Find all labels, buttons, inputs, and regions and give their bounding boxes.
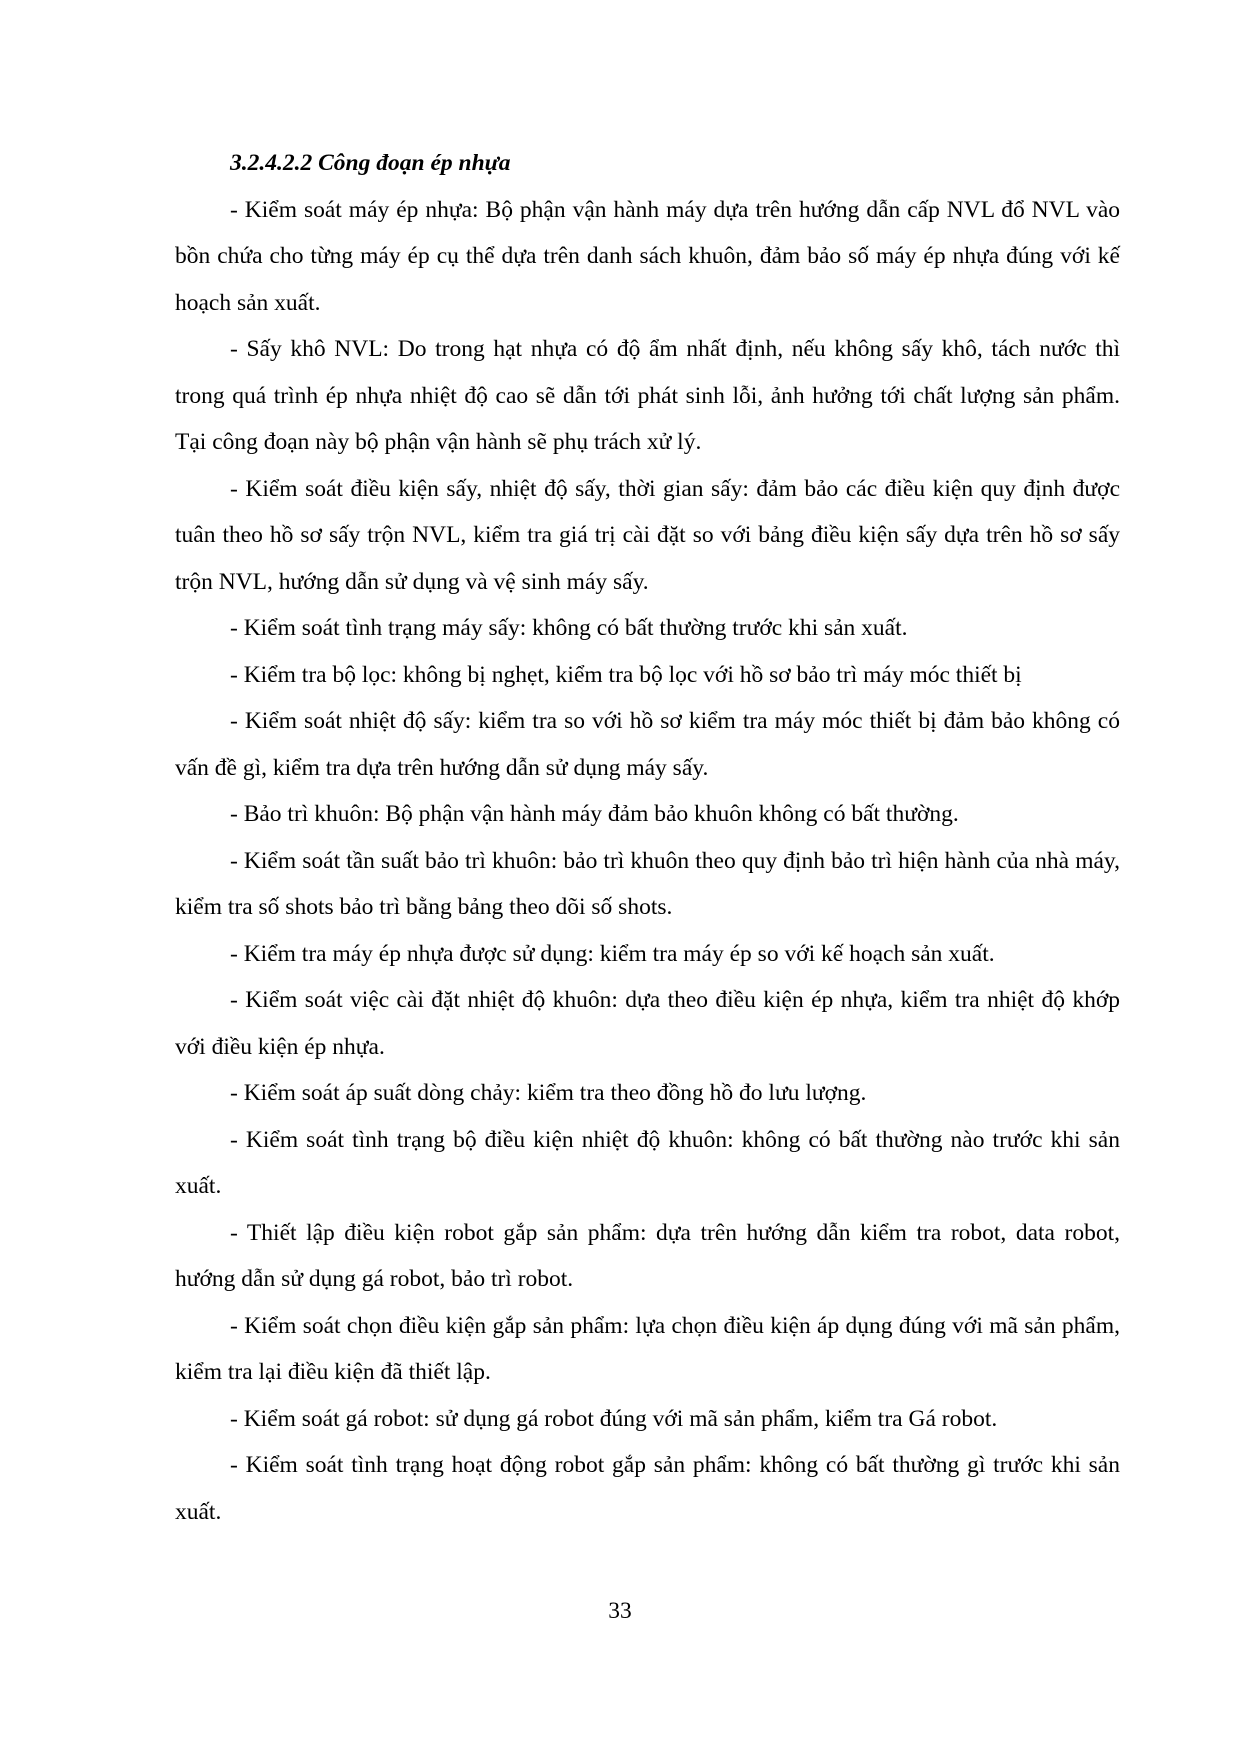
paragraph: - Kiểm soát áp suất dòng chảy: kiểm tra theo đồng hồ đo lưu lượng. [230, 1080, 867, 1106]
section-heading: 3.2.4.2.2 Công đoạn ép nhựa [230, 150, 511, 176]
paragraph: - Kiểm soát việc cài đặt nhiệt độ khuôn: dựa theo điều kiện ép nhựa, kiểm tra nhiệt độ khớp với điều kiện ép nhựa. [175, 987, 1120, 1060]
paragraph: - Kiểm soát tình trạng hoạt động robot gắp sản phẩm: không có bất thường gì trước khi sản xuất. [175, 1452, 1120, 1525]
paragraph: - Kiểm soát tình trạng bộ điều kiện nhiệt độ khuôn: không có bất thường nào trước khi sản xuất. [175, 1126, 1120, 1199]
page-number: 33 [608, 1598, 632, 1624]
paragraph: - Kiểm soát tần suất bảo trì khuôn: bảo trì khuôn theo quy định bảo trì hiện hành của nhà máy, kiểm tra số shots bảo trì bằng bảng theo dõi số shots. [175, 847, 1120, 920]
paragraph: - Sấy khô NVL: Do trong hạt nhựa có độ ẩm nhất định, nếu không sấy khô, tách nước thì trong quá trình ép nhựa nhiệt độ cao sẽ dẫn tới phát sinh lỗi, ảnh hưởng tới chất lượng sản phẩm. Tại công đoạn này bộ phận vận hành sẽ phụ trách xử lý. [175, 336, 1120, 455]
paragraph: - Kiểm soát máy ép nhựa: Bộ phận vận hành máy dựa trên hướng dẫn cấp NVL đổ NVL vào bồn chứa cho từng máy ép cụ thể dựa trên danh sách khuôn, đảm bảo số máy ép nhựa đúng với kế hoạch sản xuất. [175, 196, 1120, 316]
paragraph: - Bảo trì khuôn: Bộ phận vận hành máy đảm bảo khuôn không có bất thường. [230, 801, 959, 827]
paragraph: - Kiểm soát tình trạng máy sấy: không có bất thường trước khi sản xuất. [230, 615, 908, 641]
paragraph: - Thiết lập điều kiện robot gắp sản phẩm: dựa trên hướng dẫn kiểm tra robot, data robot, hướng dẫn sử dụng gá robot, bảo trì robot. [175, 1219, 1120, 1292]
paragraph: - Kiểm tra máy ép nhựa được sử dụng: kiểm tra máy ép so với kế hoạch sản xuất. [230, 940, 995, 967]
paragraph: - Kiểm soát chọn điều kiện gắp sản phẩm: lựa chọn điều kiện áp dụng đúng với mã sản phẩm, kiểm tra lại điều kiện đã thiết lập. [175, 1312, 1120, 1385]
paragraph: - Kiểm soát điều kiện sấy, nhiệt độ sấy, thời gian sấy: đảm bảo các điều kiện quy định được tuân theo hồ sơ sấy trộn NVL, kiểm tra giá trị cài đặt so với bảng điều kiện sấy dựa trên hồ sơ sấy trộn NVL, hướng dẫn sử dụng và vệ sinh máy sấy. [175, 475, 1120, 595]
paragraph: - Kiểm soát nhiệt độ sấy: kiểm tra so với hồ sơ kiểm tra máy móc thiết bị đảm bảo không có vấn đề gì, kiểm tra dựa trên hướng dẫn sử dụng máy sấy. [175, 708, 1120, 781]
paragraph: - Kiểm tra bộ lọc: không bị nghẹt, kiểm tra bộ lọc với hồ sơ bảo trì máy móc thiết bị [230, 661, 1022, 688]
page-content [175, 140, 1120, 1535]
paragraph: - Kiểm soát gá robot: sử dụng gá robot đúng với mã sản phẩm, kiểm tra Gá robot. [230, 1405, 998, 1432]
